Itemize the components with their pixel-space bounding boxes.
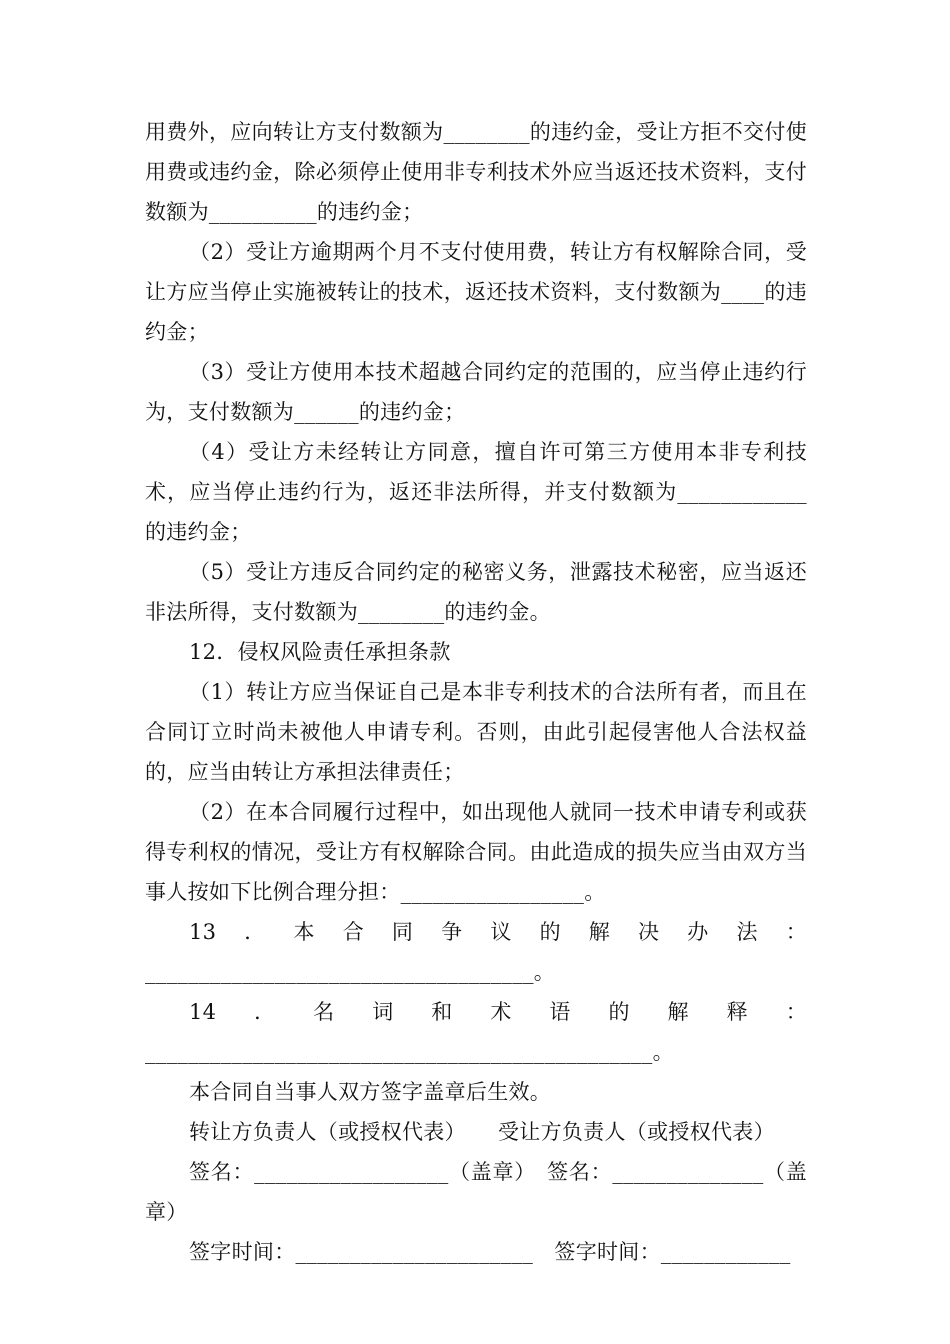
section-13-dispute: 13．本合同争议的解决办法：____________________________________。 xyxy=(145,920,807,984)
paragraph-clause-2: （2）受让方逾期两个月不支付使用费，转让方有权解除合同，受让方应当停止实施被转让的技术，返还技术资料，支付数额为____的违约金； xyxy=(145,240,807,344)
section-14-terms: 14．名词和术语的解释：_______________________________________________。 xyxy=(145,1000,807,1064)
document-body xyxy=(145,112,807,1272)
effective-clause: 本合同自当事人双方签字盖章后生效。 xyxy=(189,1080,552,1104)
paragraph-infringement-2: （2）在本合同履行过程中，如出现他人就同一技术申请专利或获得专利权的情况，受让方有权解除合同。由此造成的损失应当由双方当事人按如下比例合理分担：_________________。 xyxy=(145,800,807,904)
paragraph-clause-4: （4）受让方未经转让方同意，擅自许可第三方使用本非专利技术，应当停止违约行为，返还非法所得，并支付数额为____________的违约金； xyxy=(145,440,807,544)
signature-sign-line: 签名：__________________（盖章） 签名：______________（盖章） xyxy=(145,1160,807,1224)
paragraph-clause-3: （3）受让方使用本技术超越合同约定的范围的，应当停止违约行为，支付数额为______的违约金； xyxy=(145,360,807,424)
signature-date-line: 签字时间：______________________ 签字时间：____________ xyxy=(189,1240,791,1264)
paragraph-penalty-continuation: 用费外，应向转让方支付数额为________的违约金，受让方拒不交付使用费或违约金，除必须停止使用非专利技术外应当返还技术资料，支付数额为__________的违约金； xyxy=(145,120,807,224)
paragraph-infringement-1: （1）转让方应当保证自己是本非专利技术的合法所有者，而且在合同订立时尚未被他人申请专利。否则，由此引起侵害他人合法权益的，应当由转让方承担法律责任； xyxy=(145,680,807,784)
signature-parties-line: 转让方负责人（或授权代表） 受让方负责人（或授权代表） xyxy=(189,1120,775,1144)
paragraph-clause-5: （5）受让方违反合同约定的秘密义务，泄露技术秘密，应当返还非法所得，支付数额为________的违约金。 xyxy=(145,560,807,624)
section-heading-12: 12．侵权风险责任承担条款 xyxy=(189,640,451,664)
